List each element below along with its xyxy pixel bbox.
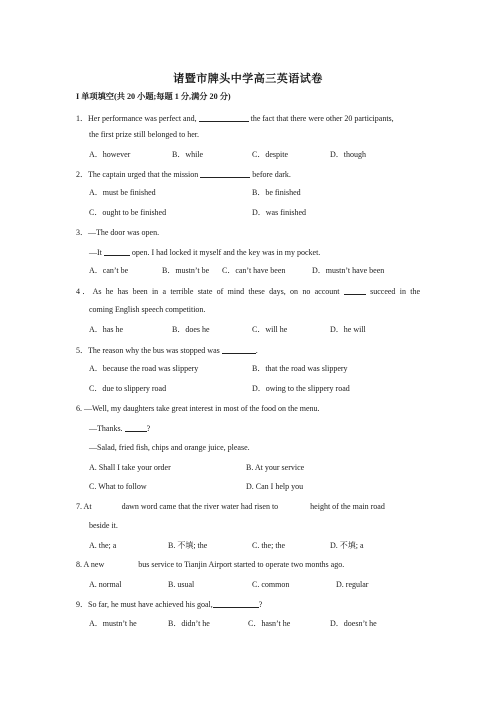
option-c: C．despite [252,150,288,159]
option-d: D．doesn’t he [330,619,377,628]
answer-blank [104,247,130,256]
option-b: B．didn’t he [168,619,210,628]
option-d: D．mustn’t have been [312,266,385,275]
option-c: C. the; the [252,541,286,550]
option-b: B．be finished [252,188,301,197]
answer-blank [199,113,249,122]
page-title: 诸暨市牌头中学高三英语试卷 [173,73,323,85]
option-c: C．can’t have been [222,266,286,275]
option-a: A．however [89,150,131,159]
question-3-stem-cont: —It open. I had locked it myself and the key was in my pocket. [89,248,321,257]
option-d: D. Can I help you [246,482,304,491]
question-4-stem-cont: coming English speech competition. [89,305,206,314]
option-d: D．though [330,150,366,159]
section-heading: I 单项填空(共 20 小题;每题 1 分,满分 20 分) [76,92,231,101]
option-c: C．hasn’t he [248,619,291,628]
option-d: D．he will [330,325,366,334]
option-d: D．was finished [252,208,306,217]
option-c: C．ought to be finished [89,208,167,217]
question-6-stem: 6. —Well, my daughters take great interest in most of the food on the menu. [76,404,320,413]
question-5-stem: 5．The reason why the bus was stopped was . [76,346,258,355]
answer-blank [344,286,366,295]
option-a: A．must be finished [89,188,156,197]
option-a: A．has he [89,325,123,334]
question-6-stem-cont2: —Salad, fried fish, chips and orange juice, please. [89,443,250,452]
option-b: B．does he [172,325,210,334]
question-1-stem: 1．Her performance was perfect and, the fact that there were other 20 participants, [76,114,394,123]
question-7-stem: 7. At dawn word came that the river water had risen to height of the main road [76,502,385,511]
option-c: C．due to slippery road [89,384,167,393]
answer-blank [222,345,256,354]
option-d: D．owing to the slippery road [252,384,350,393]
question-6-stem-cont: —Thanks. ? [89,424,151,433]
question-8-stem: 8. A new bus service to Tianjin Airport started to operate two months ago. [76,560,345,569]
option-a: A. the; a [89,541,117,550]
option-c: C. What to follow [89,482,147,491]
answer-blank [213,599,259,608]
option-b: B. 不填; the [168,541,208,550]
option-b: B．that the road was slippery [252,364,348,373]
option-a: A．mustn’t he [89,619,137,628]
option-c: C．will he [252,325,288,334]
option-d: D. regular [336,580,369,589]
option-d: D. 不填; a [330,541,364,550]
option-c: C. common [252,580,290,589]
question-4-stem: 4．As he has been in a terrible state of mind these days, on no account succeed in the [76,287,421,296]
question-9-stem: 9．So far, he must have achieved his goal, ? [76,600,263,609]
question-3-stem: 3．—The door was open. [76,228,160,237]
option-b: B. usual [168,580,195,589]
answer-blank [125,423,147,432]
option-a: A. normal [89,580,122,589]
option-a: A．can’t be [89,266,129,275]
option-a: A. Shall I take your order [89,463,171,472]
option-a: A．because the road was slippery [89,364,199,373]
question-1-stem-cont: the first prize still belonged to her. [89,130,199,139]
option-b: B．mustn’t be [162,266,210,275]
answer-blank [200,169,250,178]
question-2-stem: 2．The captain urged that the mission before dark. [76,170,291,179]
question-7-stem-cont: beside it. [89,521,118,530]
option-b: B．while [172,150,204,159]
option-b: B. At your service [246,463,305,472]
